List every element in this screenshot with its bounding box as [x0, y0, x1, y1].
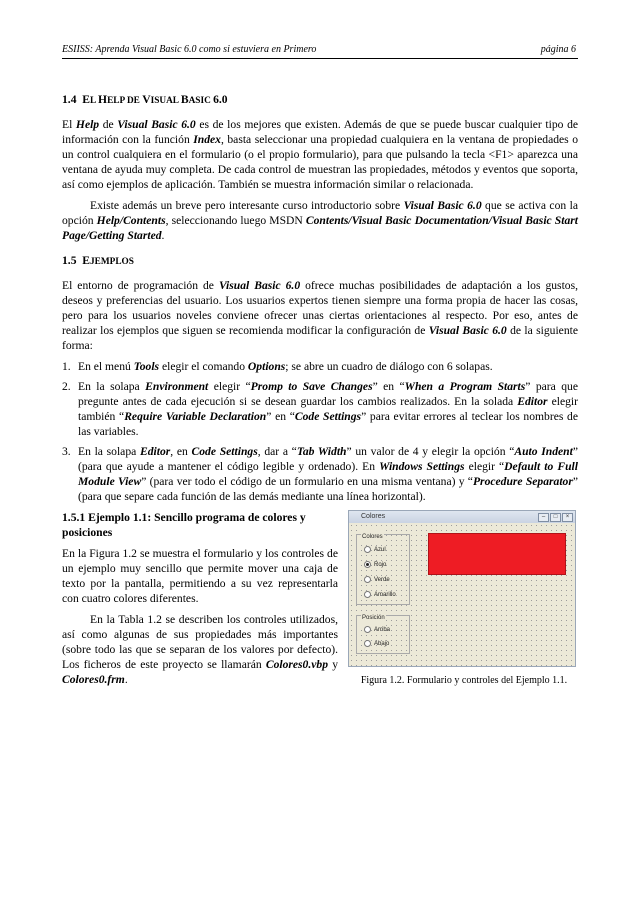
form-title: Colores: [361, 513, 386, 520]
list-item: 1. En el menú Tools elegir el comando Options; se abre un cuadro de diálogo con 6 solapas.: [62, 360, 493, 373]
posicion-frame-caption: Posición: [361, 611, 386, 626]
text-run: es de los mejores que existen. Además de que se puede buscar cualquier tipo de información con la función: [62, 118, 579, 146]
page-number: página 6: [540, 44, 576, 55]
emphasized-term: Tools: [133, 360, 160, 373]
emphasized-term: Promp to Save Changes: [250, 380, 373, 393]
text-run: y: [328, 658, 338, 671]
text-run: ofrece muchas posibilidades de adaptación a los gustos, deseos y preferencias del usuario. Los usuarios expertos tienen siempre una forma propia de hacer las cosas, pero para los usuarios noveles conviene ofrecer unas ciertas orientaciones al respecto. Por eso, antes de realizar los ejemplos que siguen se recomienda modificar la configuración de: [62, 279, 578, 337]
section-1-4-paragraph-2: [62, 198, 578, 243]
emphasized-term: Auto Indent: [514, 445, 573, 458]
text-run: ; se abre un cuadro de diálogo con 6 solapas.: [285, 360, 493, 373]
emphasized-term: Visual Basic 6.0: [218, 279, 301, 292]
emphasized-term: Help: [75, 118, 100, 131]
emphasized-term: Index: [193, 133, 221, 146]
subsection-paragraph-2: [62, 612, 338, 687]
emphasized-term: Options: [247, 360, 286, 373]
emphasized-term: Procedure Separator: [472, 475, 573, 488]
emphasized-term: Code Settings: [191, 445, 258, 458]
radio-icon: [364, 626, 371, 633]
text-run: que se activa con la opción: [62, 199, 578, 227]
emphasized-term: Tab Width: [296, 445, 347, 458]
section-1-5-paragraph: [62, 278, 578, 353]
option-azul: Azul: [364, 543, 386, 558]
header-rule: [62, 58, 578, 59]
text-run: El: [62, 118, 76, 131]
text-run: elegir el comando: [159, 360, 248, 373]
text-run: ” en “: [372, 380, 405, 393]
colores-frame-caption: Colores: [361, 530, 384, 545]
emphasized-term: Windows Settings: [379, 460, 465, 473]
text-run: , en: [170, 445, 192, 458]
text-run: ” (para que ayude a mantener el código legible y ordenado). En: [78, 445, 579, 473]
example-text-column: [62, 510, 338, 693]
text-run: elegir “: [208, 380, 251, 393]
emphasized-term: Help/Contents: [96, 214, 166, 227]
option-rojo: Rojo: [364, 558, 386, 573]
emphasized-term: Code Settings: [294, 410, 362, 423]
radio-icon: [364, 591, 371, 598]
text-run: de: [99, 118, 118, 131]
section-1-4-paragraph-1: [62, 117, 578, 192]
section-1-4-heading: 1.4 EL HELP DE VISUAL BASIC 6.0: [62, 93, 228, 106]
text-run: de la siguiente forma:: [62, 324, 578, 352]
text-run: ” para evitar errores al teclear los nombres de las variables.: [78, 410, 578, 438]
text-run: Existe además un breve pero interesante curso introductorio sobre: [90, 199, 404, 212]
text-run: En la Tabla 1.2 se describen los controles utilizados, así como algunas de sus propiedades más importantes (sobre todo las que se separan de los valores por defecto). Los ficheros de este proyecto se llamarán: [62, 613, 338, 671]
emphasized-term: Colores0.vbp: [265, 658, 328, 671]
text-run: ” un valor de 4 y elegir la opción “: [346, 445, 515, 458]
emphasized-term: Visual Basic 6.0: [403, 199, 482, 212]
figure-caption: Figura 1.2. Formulario y controles del Ejemplo 1.1.: [360, 675, 568, 686]
text-run: ” (para que separe cada función de las demás mediante una línea horizontal).: [78, 475, 579, 503]
colores-frame: [356, 534, 410, 605]
example-section: [62, 510, 578, 700]
emphasized-term: Require Variable Declaration: [124, 410, 267, 423]
emphasized-term: Visual Basic 6.0: [117, 118, 196, 131]
emphasized-term: When a Program Starts: [404, 380, 526, 393]
text-run: , seleccionando luego MSDN: [165, 214, 306, 227]
text-run: , dar a “: [257, 445, 297, 458]
settings-list: [62, 359, 578, 504]
posicion-frame: [356, 615, 410, 654]
option-abajo: Abajo: [364, 637, 389, 652]
emphasized-term: Default to Full Module View: [78, 460, 578, 488]
colored-textbox: [428, 533, 566, 575]
emphasized-term: Environment: [145, 380, 209, 393]
list-item: 3. En la solapa Editor, en Code Settings, dar a “Tab Width” un valor de 4 y elegir la opción “Auto Indent” (para que ayude a mantener el código legible y ordenado). En Windows Settings elegir “Default to Full Module View” (para ver todo el código de un formulario en una misma ventana) y “Procedure Separator” (para que separe cada función de las demás mediante una línea horizontal).: [62, 445, 579, 503]
radio-icon: [364, 640, 371, 647]
text-run: .: [124, 673, 128, 686]
close-icon: ×: [562, 513, 573, 522]
page-content: [62, 92, 578, 700]
subsection-paragraph-1: En la Figura 1.2 se muestra el formulario y los controles de un ejemplo muy sencillo que permite mover una caja de texto por la pantalla, permitiendo a su vez representarla con cuatro colores diferentes.: [62, 547, 338, 605]
text-run: ” (para ver todo el código de un formulario en una misma ventana) y “: [141, 475, 473, 488]
text-run: ” en “: [266, 410, 295, 423]
maximize-icon: □: [550, 513, 561, 522]
text-run: En la solapa: [78, 445, 140, 458]
text-run: .: [161, 229, 165, 242]
option-amarillo: Amarillo: [364, 588, 396, 603]
section-1-5-heading: 1.5 EJEMPLOS: [62, 254, 134, 267]
text-run: ” para que pregunte antes de cada ejecución si se desean guardar los cambios realizados. En la solada: [78, 380, 578, 408]
emphasized-term: Editor: [139, 445, 171, 458]
text-run: elegir “: [464, 460, 505, 473]
minimize-icon: –: [538, 513, 549, 522]
radio-icon: [364, 576, 371, 583]
figure-column: [348, 510, 580, 688]
option-arriba: Arriba: [364, 623, 390, 638]
header-title: ESIISS: Aprenda Visual Basic 6.0 como si estuviera en Primero: [62, 44, 317, 55]
vb-form-screenshot: [348, 510, 576, 667]
radio-selected-icon: [364, 561, 371, 568]
emphasized-term: Editor: [517, 395, 548, 408]
emphasized-term: Visual Basic 6.0: [428, 324, 507, 337]
text-run: En el menú: [78, 360, 134, 373]
list-item: 2. En la solapa Environment elegir “Promp to Save Changes” en “When a Program Starts” para que pregunte antes de cada ejecución si se desean guardar los cambios realizados. En la solada Editor elegir también “Require Variable Declaration” en “Code Settings” para evitar errores al teclear los nombres de las variables.: [62, 380, 578, 438]
emphasized-term: Contents/Visual Basic Documentation/Visual Basic Start Page/Getting Started: [62, 214, 578, 242]
text-run: elegir también “: [78, 395, 578, 423]
text-run: El entorno de programación de: [62, 279, 219, 292]
form-grid: [349, 523, 575, 666]
text-run: , basta seleccionar una propiedad cualquiera en la ventana de propiedades o un control cualquiera en el formulario (o el propio formulario), para que pulsando la tecla <F1> aparezca una ventana de ayuda muy completa. De cada control de muestran las propiedades, métodos y eventos que soporta, así como ejemplos de aplicación. También se muestra información similar o relacionada.: [62, 133, 579, 191]
text-run: En la solapa: [78, 380, 146, 393]
subsection-1-5-1-heading: 1.5.1 Ejemplo 1.1: Sencillo programa de colores y posiciones: [62, 511, 306, 539]
option-verde: Verde: [364, 573, 390, 588]
form-title-bar: [349, 511, 575, 523]
emphasized-term: Colores0.frm: [62, 673, 125, 686]
radio-icon: [364, 546, 371, 553]
